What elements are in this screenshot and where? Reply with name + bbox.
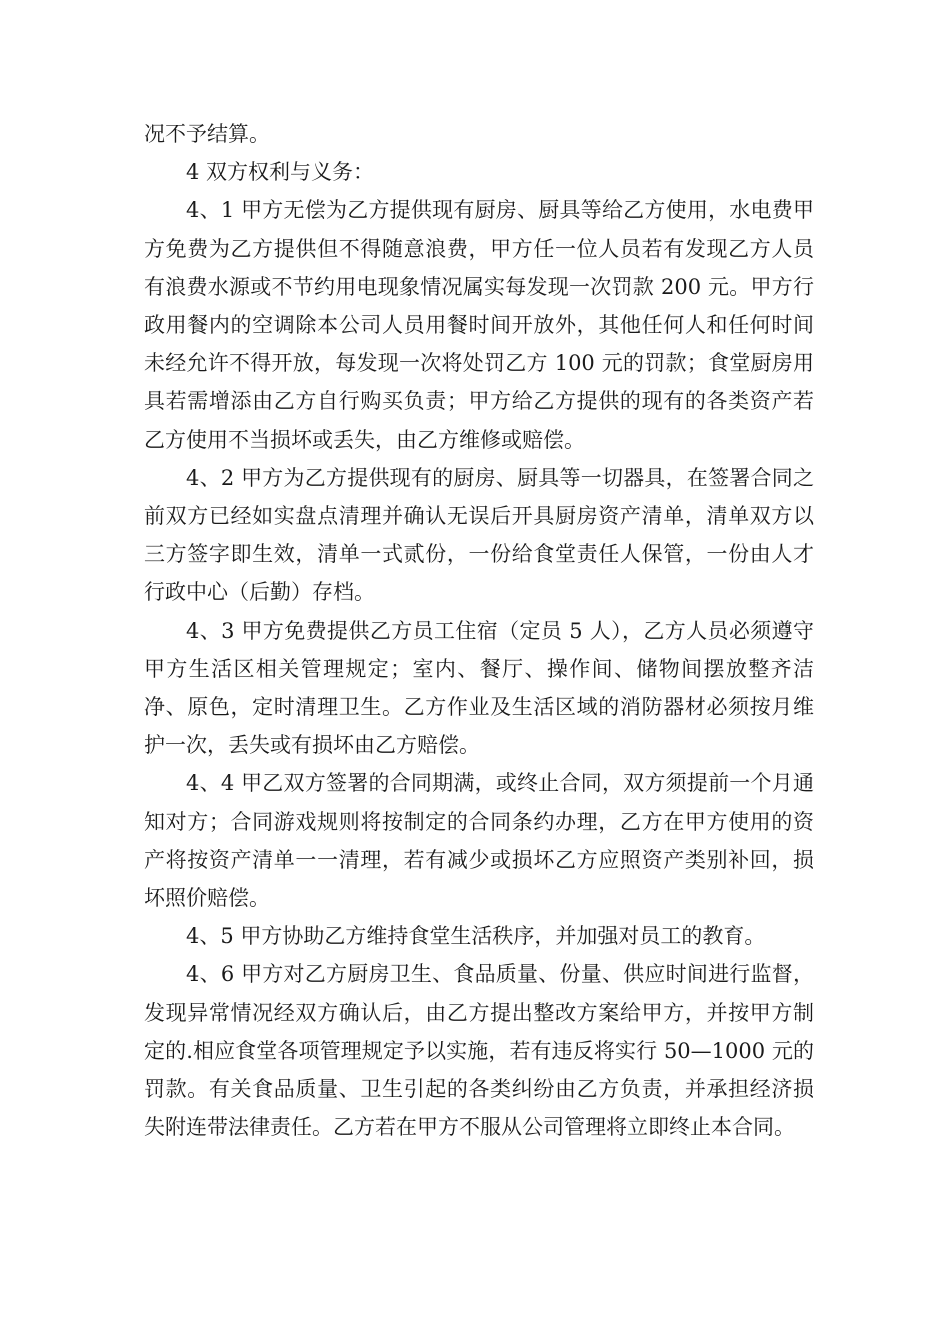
document-body [144,115,814,1146]
clause-4-3: 4、3 甲方免费提供乙方员工住宿（定员 5 人），乙方人员必须遵守甲方生活区相关管理规定；室内、餐厅、操作间、储物间摆放整齐洁净、原色，定时清理卫生。乙方作业及生活区域的消防器材必须按月维护一次，丢失或有损坏由乙方赔偿。 [144,618,814,758]
clause-4-1: 4、1 甲方无偿为乙方提供现有厨房、厨具等给乙方使用，水电费甲方免费为乙方提供但不得随意浪费，甲方任一位人员若有发现乙方人员有浪费水源或不节约用电现象情况属实每发现一次罚款 200 元。甲方行政用餐内的空调除本公司人员用餐时间开放外，其他任何人和任何时间未经允许不得开放，每发现一次将处罚乙方 100 元的罚款；食堂厨房用具若需增添由乙方自行购买负责；甲方给乙方提供的现有的各类资产若乙方使用不当损坏或丢失，由乙方维修或赔偿。 [144,198,814,452]
clause-4-6: 4、6 甲方对乙方厨房卫生、食品质量、份量、供应时间进行监督，发现异常情况经双方确认后，由乙方提出整改方案给甲方，并按甲方制定的.相应食堂各项管理规定予以实施，若有违反将实行 50—1000 元的罚款。有关食品质量、卫生引起的各类纠纷由乙方负责，并承担经济损失附连带法律责任。乙方若在甲方不服从公司管理将立即终止本合同。 [144,962,814,1140]
clause-4-2: 4、2 甲方为乙方提供现有的厨房、厨具等一切器具，在签署合同之前双方已经如实盘点清理并确认无误后开具厨房资产清单，清单双方以三方签字即生效，清单一式贰份，一份给食堂责任人保管，一份由人才行政中心（后勤）存档。 [144,465,814,605]
clause-4-4: 4、4 甲乙双方签署的合同期满，或终止合同，双方须提前一个月通知对方；合同游戏规则将按制定的合同条约办理，乙方在甲方使用的资产将按资产清单一一清理，若有减少或损坏乙方应照资产类别补回，损坏照价赔偿。 [144,771,814,911]
paragraph-continuation: 况不予结算。 [144,122,270,146]
section-heading-rights-obligations: 4 双方权利与义务： [186,160,375,185]
clause-4-5: 4、5 甲方协助乙方维持食堂生活秩序，并加强对员工的教育。 [186,924,766,949]
